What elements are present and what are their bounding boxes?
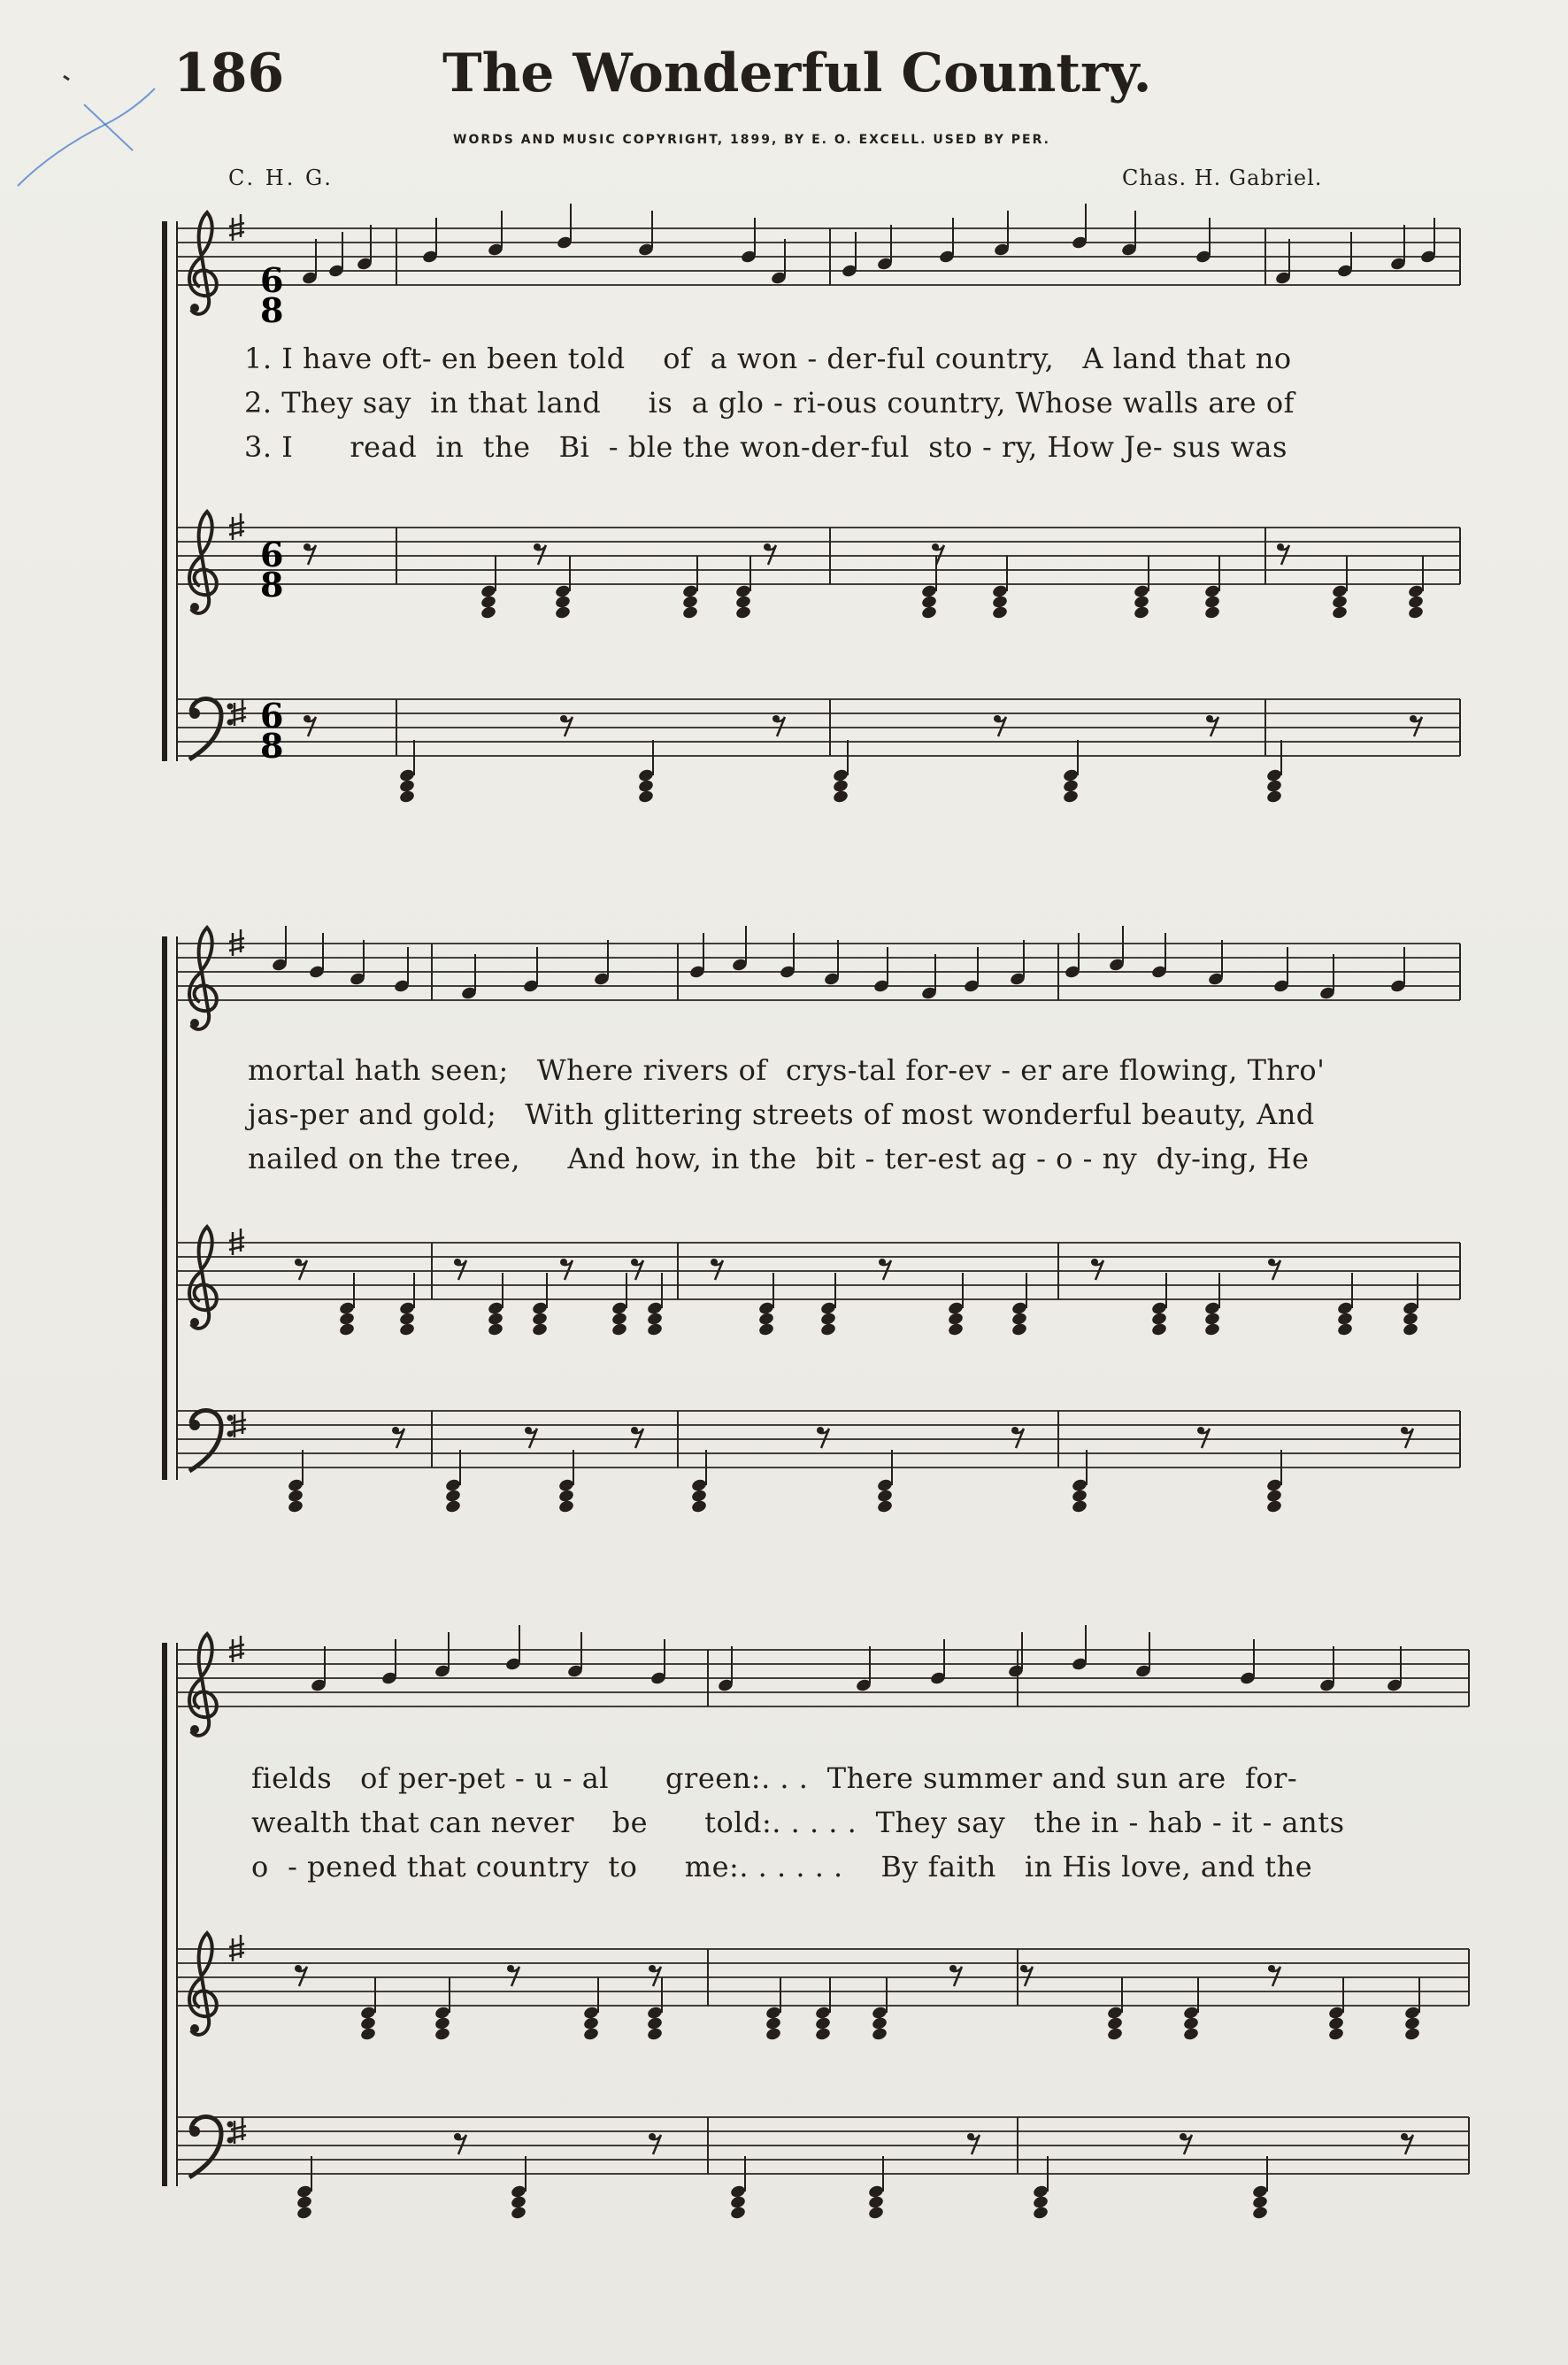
chord-note xyxy=(819,1322,836,1337)
chord-note xyxy=(681,605,698,620)
eighth-rest-icon xyxy=(949,1965,962,1986)
eighth-rest-icon xyxy=(631,1427,643,1448)
eighth-rest-icon xyxy=(304,715,316,736)
time-sig-bottom: 8 xyxy=(260,290,284,330)
chord-note xyxy=(480,605,496,620)
chord-note xyxy=(582,2027,599,2042)
eighth-rest-icon xyxy=(1268,1965,1280,1986)
chord-note xyxy=(1251,2206,1268,2221)
lyric-line: 2. They say in that land is a glo - ri-ous country, Whose walls are of xyxy=(244,386,1295,420)
eighth-rest-icon xyxy=(772,715,785,736)
bass-clef-icon xyxy=(189,698,234,759)
copyright-notice: WORDS AND MUSIC COPYRIGHT, 1899, BY E. O. EXCELL. USED BY PER. xyxy=(453,133,1050,147)
eighth-rest-icon xyxy=(1268,1259,1280,1280)
lyricist-credit: C. H. G. xyxy=(228,166,334,190)
chord-note xyxy=(338,1322,355,1337)
sharp-icon xyxy=(229,513,244,540)
lyric-line: mortal hath seen; Where rivers of crys-tal for-ev - er are flowing, Thro' xyxy=(248,1053,1326,1087)
chord-note xyxy=(1265,790,1282,805)
chord-note xyxy=(531,1322,548,1337)
chord-note xyxy=(1150,1322,1167,1337)
chord-note xyxy=(947,1322,964,1337)
hymn-title: The Wonderful Country. xyxy=(442,42,1152,104)
eighth-rest-icon xyxy=(1401,1427,1413,1448)
chord-note xyxy=(1133,605,1149,620)
sharp-icon xyxy=(229,214,244,241)
chord-note xyxy=(1203,605,1220,620)
lyric-line: 1. I have oft- en been told of a won - der-ful country, A land that no xyxy=(244,342,1292,375)
chord-note xyxy=(814,2027,831,2042)
sharp-icon xyxy=(229,1935,244,1961)
chord-note xyxy=(1331,605,1348,620)
eighth-rest-icon xyxy=(295,1259,307,1280)
chord-note xyxy=(434,2027,450,2042)
eighth-rest-icon xyxy=(649,1965,661,1986)
eighth-rest-icon xyxy=(1401,2133,1413,2154)
lyric-line: o - pened that country to me:. . . . . . By faith in His love, and the xyxy=(251,1850,1313,1884)
eighth-rest-icon xyxy=(764,543,776,565)
eighth-rest-icon xyxy=(1206,715,1218,736)
lyric-line: 3. I read in the Bi - ble the won-der-ful sto - ry, How Je- sus was xyxy=(244,430,1287,464)
chord-note xyxy=(757,1322,774,1337)
eighth-rest-icon xyxy=(560,1259,573,1280)
chord-note xyxy=(637,790,654,805)
chord-note xyxy=(1407,605,1424,620)
eighth-rest-icon xyxy=(1410,715,1422,736)
time-sig-top: 6 xyxy=(260,696,284,736)
chord-note xyxy=(991,605,1008,620)
chord-note xyxy=(611,1322,627,1337)
lyric-line: fields of per-pet - u - al green:. . . There summer and sun are for- xyxy=(251,1761,1298,1795)
eighth-rest-icon xyxy=(534,543,546,565)
chord-note xyxy=(287,1499,304,1514)
chord-note xyxy=(1071,1499,1088,1514)
eighth-rest-icon xyxy=(295,1965,307,1986)
chord-note xyxy=(554,605,571,620)
eighth-rest-icon xyxy=(560,715,573,736)
chord-note xyxy=(1182,2027,1199,2042)
sharp-icon xyxy=(231,2117,246,2144)
chord-note xyxy=(487,1322,503,1337)
eighth-rest-icon xyxy=(1277,543,1289,565)
chord-note xyxy=(646,1322,663,1337)
eighth-rest-icon xyxy=(879,1259,891,1280)
chord-note xyxy=(359,2027,376,2042)
eighth-rest-icon xyxy=(649,2133,661,2154)
bass-clef-icon xyxy=(189,2116,234,2177)
eighth-rest-icon xyxy=(711,1259,723,1280)
eighth-rest-icon xyxy=(1197,1427,1210,1448)
chord-note xyxy=(920,605,937,620)
chord-note xyxy=(867,2206,884,2221)
chord-note xyxy=(1327,2027,1344,2042)
sharp-icon xyxy=(229,1229,244,1255)
eighth-rest-icon xyxy=(1091,1259,1103,1280)
eighth-rest-icon xyxy=(967,2133,980,2154)
chord-note xyxy=(1402,1322,1418,1337)
eighth-rest-icon xyxy=(932,543,944,565)
chord-note xyxy=(690,1499,707,1514)
sharp-icon xyxy=(231,699,246,726)
chord-note xyxy=(510,2206,527,2221)
chord-note xyxy=(729,2206,746,2221)
bass-clef-icon xyxy=(189,1410,234,1471)
page-number: 186 xyxy=(173,42,285,104)
eighth-rest-icon xyxy=(507,1965,519,1986)
eighth-rest-icon xyxy=(1180,2133,1192,2154)
eighth-rest-icon xyxy=(525,1427,537,1448)
chord-note xyxy=(876,1499,893,1514)
lyric-line: wealth that can never be told:. . . . . They say the in - hab - it - ants xyxy=(251,1806,1345,1839)
sharp-icon xyxy=(229,1636,244,1662)
chord-note xyxy=(1032,2206,1049,2221)
chord-note xyxy=(398,790,415,805)
chord-note xyxy=(832,790,849,805)
chord-note xyxy=(765,2027,781,2042)
chord-note xyxy=(646,2027,663,2042)
chord-note xyxy=(1403,2027,1420,2042)
eighth-rest-icon xyxy=(1020,1965,1033,1986)
composer-credit: Chas. H. Gabriel. xyxy=(1122,166,1323,190)
chord-note xyxy=(398,1322,415,1337)
sharp-icon xyxy=(229,929,244,956)
chord-note xyxy=(1011,1322,1027,1337)
eighth-rest-icon xyxy=(1011,1427,1024,1448)
eighth-rest-icon xyxy=(392,1427,404,1448)
chord-note xyxy=(444,1499,461,1514)
eighth-rest-icon xyxy=(454,1259,466,1280)
chord-note xyxy=(296,2206,312,2221)
lyric-line: nailed on the tree, And how, in the bit - ter-est ag - o - ny dy-ing, He xyxy=(248,1142,1310,1175)
eighth-rest-icon xyxy=(304,543,316,565)
eighth-rest-icon xyxy=(817,1427,829,1448)
chord-note xyxy=(734,605,751,620)
chord-note xyxy=(871,2027,888,2042)
chord-note xyxy=(1336,1322,1353,1337)
chord-note xyxy=(557,1499,574,1514)
chord-note xyxy=(1106,2027,1123,2042)
eighth-rest-icon xyxy=(631,1259,643,1280)
time-sig-bottom: 8 xyxy=(260,565,284,605)
chord-note xyxy=(1062,790,1079,805)
eighth-rest-icon xyxy=(454,2133,466,2154)
time-sig-bottom: 8 xyxy=(260,726,284,766)
time-sig-top: 6 xyxy=(260,260,284,300)
eighth-rest-icon xyxy=(994,715,1006,736)
sharp-icon xyxy=(231,1411,246,1437)
lyric-line: jas-per and gold; With glittering streets of most wonderful beauty, And xyxy=(248,1098,1315,1131)
time-sig-top: 6 xyxy=(260,535,284,574)
chord-note xyxy=(1203,1322,1220,1337)
chord-note xyxy=(1265,1499,1282,1514)
